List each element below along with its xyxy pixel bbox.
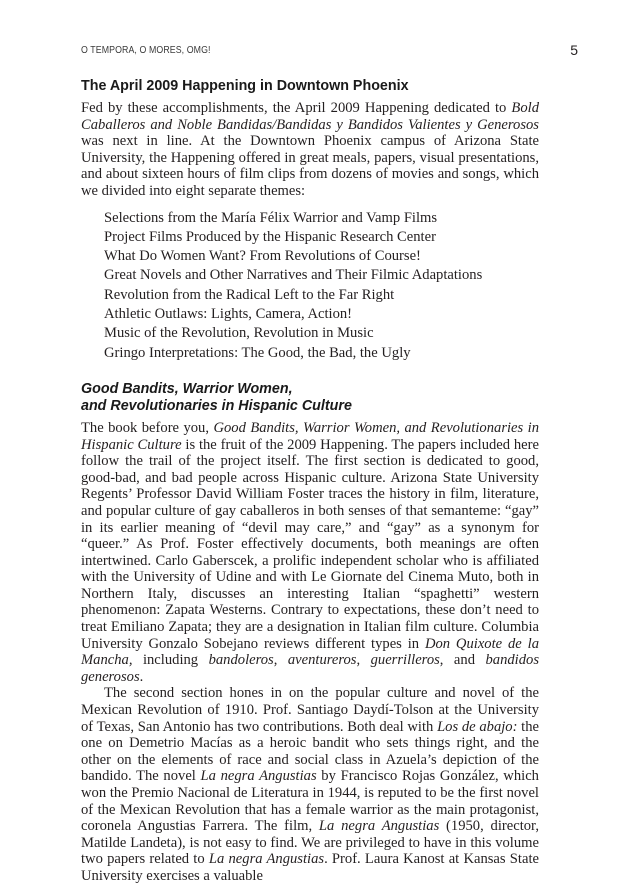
themes-list (81, 209, 539, 363)
italic-term: bandidos generosos (81, 652, 539, 685)
italic-title: La negra Angustias (208, 851, 325, 868)
text-run: The book before you, (81, 419, 214, 436)
italic-term: aventureros (287, 652, 357, 669)
text-run: was next in line. At the Downtown Phoenix campus of Arizona State University, the Happening offered in great meals, papers, visual presentations, and about sixteen hours of film clips from dozens of movies and songs, which we divided into eight separate themes: (81, 133, 539, 199)
text-run: . (139, 668, 144, 685)
italic-title: Los de abajo: (437, 718, 518, 735)
theme-item: Gringo Interpretations: The Good, the Bad, the Ugly (104, 344, 411, 361)
theme-item: Music of the Revolution, Revolution in Music (104, 325, 374, 342)
italic-title: Bold Caballeros and Noble Bandidas/Bandidas y Bandidos Valientes y Generosos (81, 100, 539, 133)
text-run: is the fruit of the 2009 Happening. The papers included here follow the trail of the project itself. The first section is dedicated to good, good-bad, and bad people across Hispanic culture. Arizona State University Regents’ Professor David William Foster traces the history in film, literature, and popular culture of gay caballeros in both senses of that semanteme: “gay” in its earlier meaning of “devil may care,” and “gay” as a synonym for “queer.” As Prof. Foster effectively documents, both meanings are often intertwined. Carlo Gaberscek, a prolific independent scholar who is affiliated with the University of Udine and with Le Giornate del Cinema Muto, both in Northern Italy, discusses an interesting Italian “spaghetti” western phenomenon: Zapata Westerns. Contrary to expectations, these don’t need to treat Emiliano Zapata; they are a designation in Italian film culture. Columbia University Gonzalo Sobejano reviews different types in (81, 436, 539, 652)
text-run: The second section hones in on the popular culture and novel of the Mexican Revolution of 1910. Prof. Santiago Daydí-Tolson at the University of Texas, San Antonio has two contributions. Both deal with (81, 685, 539, 735)
theme-item: Revolution from the Radical Left to the Far Right (104, 286, 395, 303)
running-head-title: O TEMPORA, O MORES, OMG! (81, 45, 211, 56)
heading-line: Good Bandits, Warrior Women, (81, 380, 293, 397)
theme-item: Great Novels and Other Narratives and Their Filmic Adaptations (104, 267, 483, 284)
section2-paragraph-2 (81, 685, 539, 884)
page-number: 5 (570, 42, 578, 58)
theme-item: Athletic Outlaws: Lights, Camera, Action! (104, 306, 353, 323)
theme-item: What Do Women Want? From Revolutions of Course! (104, 248, 421, 265)
italic-term: bandoleros (208, 652, 274, 669)
text-run: Fed by these accomplishments, the April 2009 Happening dedicated to (81, 100, 512, 116)
theme-item: Project Films Produced by the Hispanic Research Center (104, 228, 436, 245)
section-heading-april-2009: The April 2009 Happening in Downtown Phoenix (81, 78, 409, 94)
text-run: , (356, 652, 371, 669)
section-heading-good-bandits (81, 381, 539, 415)
italic-title: Don Quixote de la Mancha, (81, 635, 539, 669)
theme-item: Selections from the María Félix Warrior and Vamp Films (104, 209, 438, 226)
text-run: (1950, director, Matilde Landeta), is not easy to find. We are privileged to have in this volume two papers related to (81, 818, 539, 868)
italic-title: La negra Angustias (200, 768, 317, 785)
section1-paragraph (81, 100, 539, 200)
italic-term: guerrilleros (370, 652, 440, 669)
section2-paragraph-1 (81, 420, 539, 686)
text-run: , (273, 652, 288, 669)
text-run: . Prof. Laura Kanost at Kansas State University exercises a valuable (81, 851, 539, 884)
italic-title: Good Bandits, Warrior Women, and Revolutionaries in Hispanic Culture (81, 419, 539, 453)
text-run: the one on Demetrio Macías as a heroic bandit who sets things right, and the other on the elements of race and social class in Azuela’s depiction of the bandido. The novel (81, 718, 540, 785)
page-body (81, 74, 539, 885)
heading-line: and Revolutionaries in Hispanic Culture (81, 397, 352, 414)
italic-title: La negra Angustias (318, 818, 440, 835)
text-run: , and (439, 652, 486, 669)
text-run: by Francisco Rojas González, which won the Premio Nacional de Literatura in 1944, is reputed to be the first novel of the Mexican Revolution that has a female warrior as the main protagonist, coronela Angustias Farrera. The film, (81, 768, 539, 835)
text-run: including (132, 652, 209, 669)
